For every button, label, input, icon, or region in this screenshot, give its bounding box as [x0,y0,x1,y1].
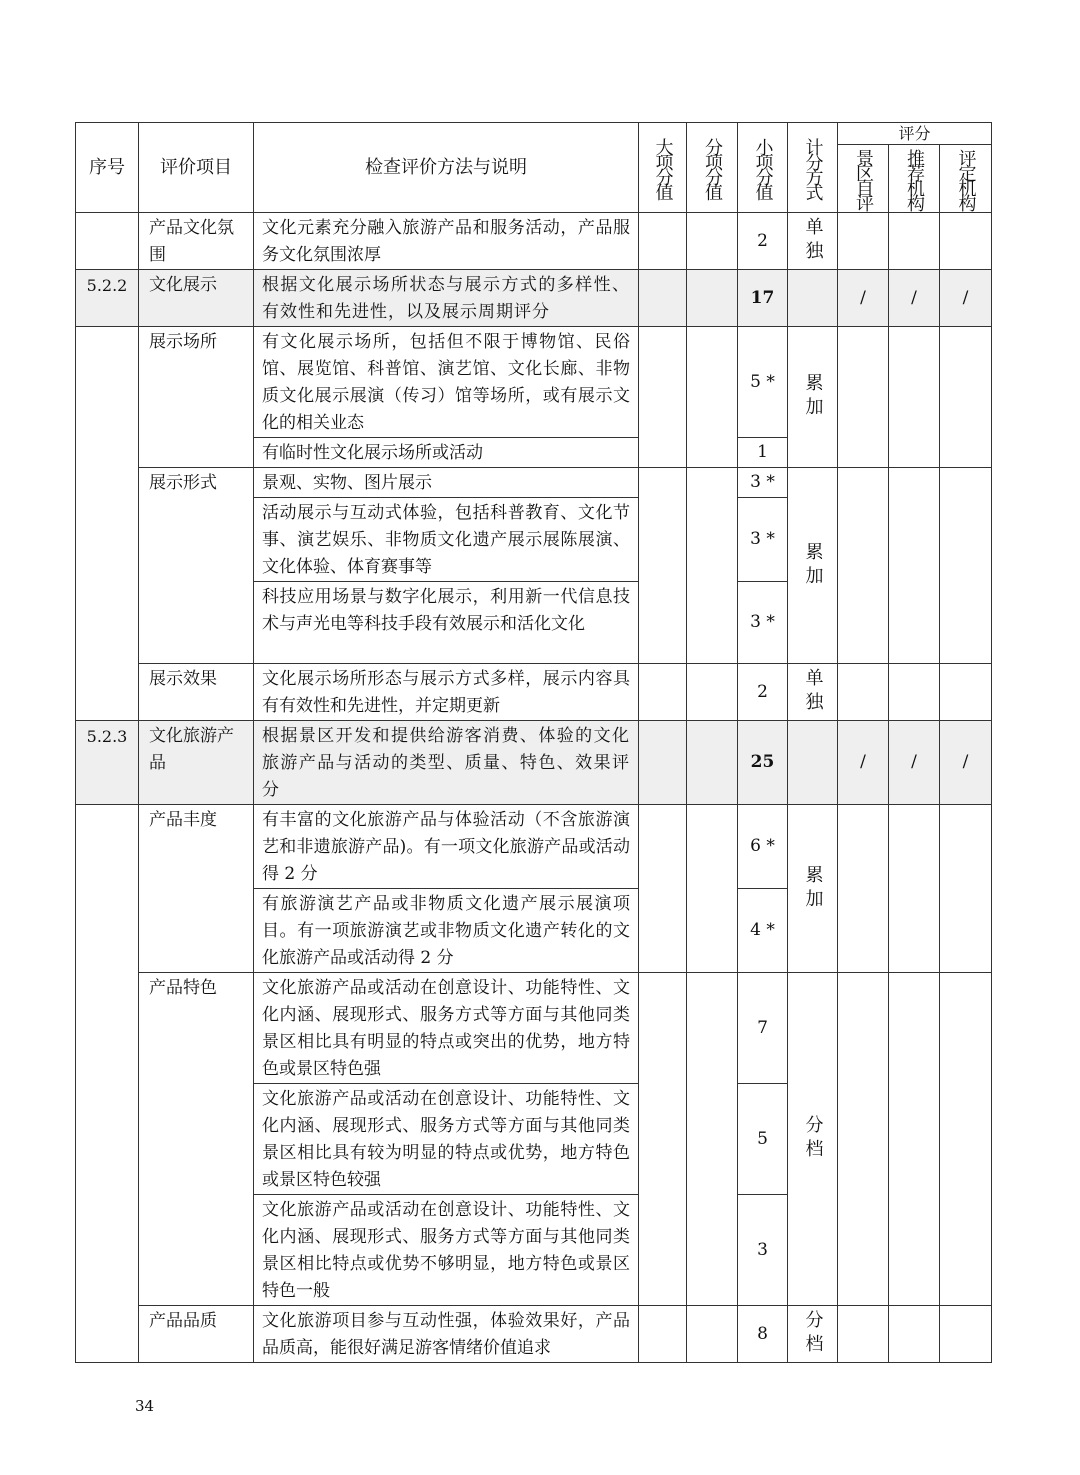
score-cell: 3 [738,1195,788,1306]
blank-cell [940,805,992,973]
score-cell: 6 * [738,805,788,889]
blank-cell [687,213,738,270]
blank-cell [687,468,738,664]
item-cell: 文化旅游产品 [139,721,254,805]
score-cell: 7 [738,973,788,1084]
desc-cell: 有临时性文化展示场所或活动 [254,438,639,468]
blank-cell [838,327,889,468]
section-row [76,721,992,805]
desc-cell: 文化旅游产品或活动在创意设计、功能特性、文化内涵、展现形式、服务方式等方面与其他同类景区相比具有明显的特点或突出的优势，地方特色或景区特色强 [254,973,639,1084]
blank-cell [889,327,940,468]
blank-cell [940,327,992,468]
desc-cell: 景观、实物、图片展示 [254,468,639,498]
item-cell: 产品品质 [139,1306,254,1363]
header-minor-score: 小项分值 [738,123,788,213]
blank-cell [838,973,889,1306]
score-cell: 8 [738,1306,788,1363]
desc-cell: 文化元素充分融入旅游产品和服务活动，产品服务文化氛围浓厚 [254,213,639,270]
table-row [76,213,992,270]
blank-cell [838,664,889,721]
score-cell: 3 * [738,498,788,582]
blank-cell [639,721,687,805]
calc-cell: 累加 [788,468,838,664]
table-row [76,468,992,498]
blank-cell [838,213,889,270]
desc-cell: 文化展示场所形态与展示方式多样，展示内容具有有效性和先进性，并定期更新 [254,664,639,721]
table-row [76,805,992,889]
desc-cell: 根据文化展示场所状态与展示方式的多样性、有效性和先进性，以及展示周期评分 [254,270,639,327]
header-method: 检查评价方法与说明 [254,123,639,213]
slash-cell: / [889,270,940,327]
score-cell: 3 * [738,468,788,498]
score-cell: 4 * [738,889,788,973]
header-score-group: 评分 [838,123,992,145]
blank-cell [889,973,940,1306]
blank-cell [687,973,738,1306]
blank-cell [639,327,687,468]
seq-cell [76,213,139,270]
desc-cell: 文化旅游项目参与互动性强，体验效果好，产品品质高，能很好满足游客情绪价值追求 [254,1306,639,1363]
table-row [76,664,992,721]
slash-cell: / [838,270,889,327]
desc-cell: 科技应用场景与数字化展示，利用新一代信息技术与声光电等科技手段有效展示和活化文化 [254,582,639,664]
score-cell: 2 [738,664,788,721]
score-cell: 3 * [738,582,788,664]
score-cell: 17 [738,270,788,327]
blank-cell [940,973,992,1306]
header-sub-score: 分项分值 [687,123,738,213]
header-recommend-org: 推荐机构 [889,145,940,213]
table-row [76,1306,992,1363]
item-cell: 展示形式 [139,468,254,664]
score-cell: 5 * [738,327,788,438]
blank-cell [889,1306,940,1363]
blank-cell [889,664,940,721]
slash-cell: / [889,721,940,805]
desc-cell: 有旅游演艺产品或非物质文化遗产展示展演项目。有一项旅游演艺或非物质文化遗产转化的文化旅游产品或活动得 2 分 [254,889,639,973]
header-assess-org: 评定机构 [940,145,992,213]
blank-cell [639,270,687,327]
desc-cell: 有丰富的文化旅游产品与体验活动（不含旅游演艺和非遗旅游产品)。有一项文化旅游产品或活动得 2 分 [254,805,639,889]
item-cell: 产品丰度 [139,805,254,973]
score-cell: 2 [738,213,788,270]
blank-cell [687,664,738,721]
header-major-score: 大项分值 [639,123,687,213]
header-self-eval: 景区自评 [838,145,889,213]
seq-cell [76,327,139,721]
page-number: 34 [135,1397,155,1415]
blank-cell [687,1306,738,1363]
score-cell: 5 [738,1084,788,1195]
section-row [76,270,992,327]
table-row [76,973,992,1084]
score-cell: 25 [738,721,788,805]
table-row [76,327,992,438]
blank-cell [889,213,940,270]
blank-cell [838,805,889,973]
blank-cell [788,270,838,327]
calc-cell: 分档 [788,1306,838,1363]
blank-cell [788,721,838,805]
calc-cell: 单独 [788,213,838,270]
seq-cell: 5.2.2 [76,270,139,327]
calc-cell: 分档 [788,973,838,1306]
blank-cell [639,805,687,973]
slash-cell: / [838,721,889,805]
blank-cell [639,973,687,1306]
slash-cell: / [940,270,992,327]
blank-cell [838,1306,889,1363]
blank-cell [889,805,940,973]
item-cell: 展示效果 [139,664,254,721]
desc-cell: 活动展示与互动式体验，包括科普教育、文化节事、演艺娱乐、非物质文化遗产展示展陈展演、文化体验、体育赛事等 [254,498,639,582]
evaluation-table [75,122,992,1363]
header-item: 评价项目 [139,123,254,213]
blank-cell [838,468,889,664]
header-seq: 序号 [76,123,139,213]
calc-cell: 单独 [788,664,838,721]
header-calc-method: 计分方式 [788,123,838,213]
blank-cell [639,664,687,721]
desc-cell: 文化旅游产品或活动在创意设计、功能特性、文化内涵、展现形式、服务方式等方面与其他同类景区相比特点或优势不够明显，地方特色或景区特色一般 [254,1195,639,1306]
seq-cell: 5.2.3 [76,721,139,805]
blank-cell [639,1306,687,1363]
score-cell: 1 [738,438,788,468]
item-cell: 文化展示 [139,270,254,327]
item-cell: 产品特色 [139,973,254,1306]
blank-cell [940,468,992,664]
seq-cell [76,805,139,1363]
desc-cell: 根据景区开发和提供给游客消费、体验的文化旅游产品与活动的类型、质量、特色、效果评分 [254,721,639,805]
blank-cell [940,664,992,721]
blank-cell [639,213,687,270]
desc-cell: 文化旅游产品或活动在创意设计、功能特性、文化内涵、展现形式、服务方式等方面与其他同类景区相比具有较为明显的特点或优势，地方特色或景区特色较强 [254,1084,639,1195]
blank-cell [940,213,992,270]
header-row-top [76,123,992,145]
calc-cell: 累加 [788,805,838,973]
blank-cell [687,721,738,805]
evaluation-table-container [75,122,991,1358]
calc-cell: 累加 [788,327,838,468]
blank-cell [687,270,738,327]
desc-cell: 有文化展示场所，包括但不限于博物馆、民俗馆、展览馆、科普馆、演艺馆、文化长廊、非物质文化展示展演（传习）馆等场所，或有展示文化的相关业态 [254,327,639,438]
blank-cell [687,327,738,468]
blank-cell [889,468,940,664]
item-cell: 产品文化氛围 [139,213,254,270]
blank-cell [687,805,738,973]
blank-cell [940,1306,992,1363]
slash-cell: / [940,721,992,805]
blank-cell [639,468,687,664]
item-cell: 展示场所 [139,327,254,468]
